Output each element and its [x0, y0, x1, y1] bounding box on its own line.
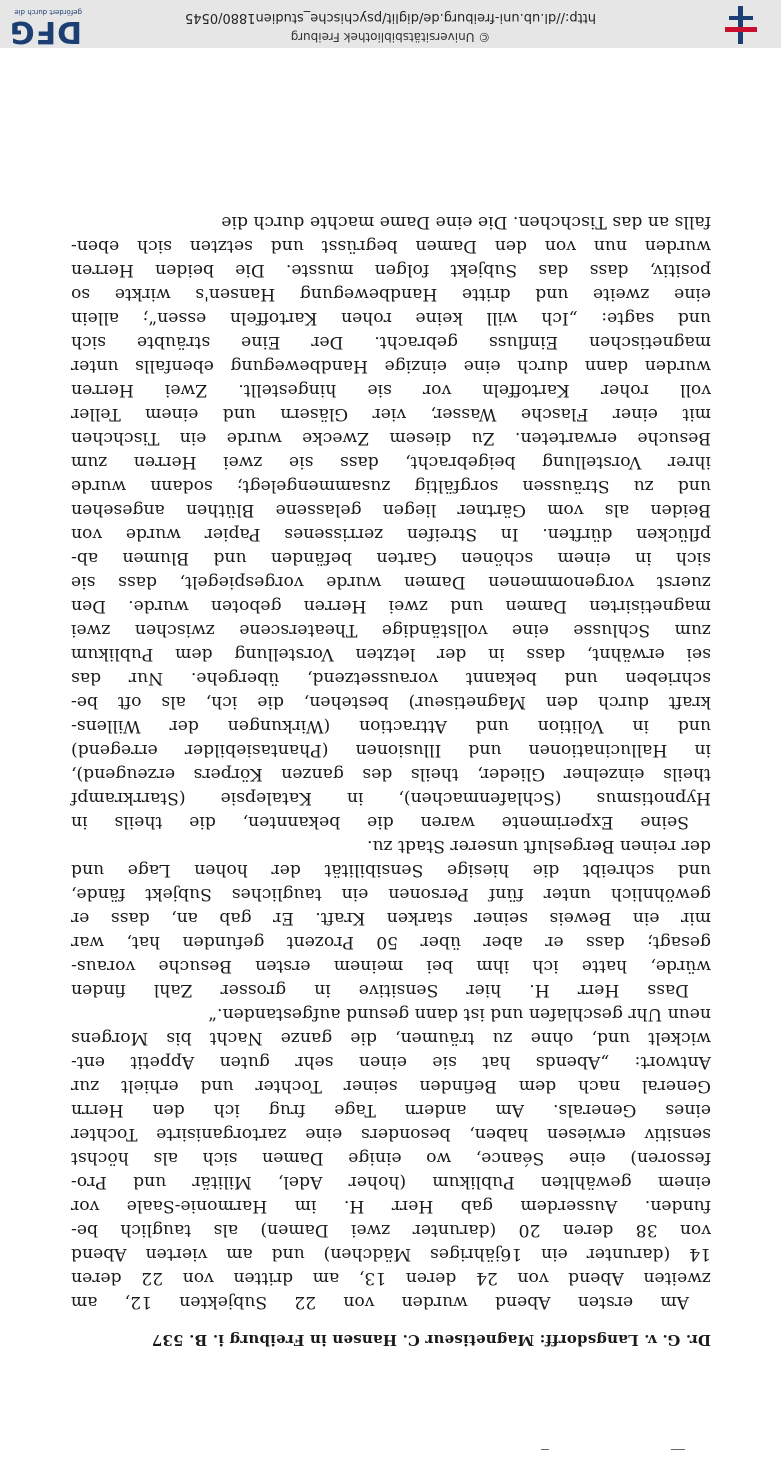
- permalink-url[interactable]: http://dl.ub.uni-freiburg.de/diglit/psychische_studien1880/0545: [184, 10, 597, 25]
- margin-mark: [671, 1449, 685, 1450]
- text-line: gesagt; dass er aber über 50 Prozent gefunden hat, war: [71, 932, 711, 952]
- text-line: wickelt und, ohne zu träumen, die ganze Nacht bis Morgens: [71, 1028, 711, 1048]
- text-line: eines Generals. Am andern Tage frug ich den Herrn: [71, 1100, 711, 1120]
- text-line: 14 (darunter ein 16jähriges Mädchen) und am vierten Abend: [71, 1244, 711, 1264]
- text-line: und zu Sträussen sorgfältig zusammengelegt; sodann wurde: [71, 476, 711, 496]
- text-line: schrieben und bekannt voraussetzend, übergehe. Nur das: [71, 668, 711, 688]
- text-line: zuerst vorgenommenen Damen wurde vorgespiegelt, dass sie: [71, 572, 711, 592]
- text-line: positiv, dass das Subjekt folgen musste. Die beiden Herren: [71, 260, 711, 280]
- text-line: theils einzelner Glieder, theils des ganzen Körpers erzeugend),: [71, 764, 711, 784]
- margin-mark: [541, 1449, 549, 1450]
- text-line: falls an das Tischchen. Die eine Dame machte durch die: [221, 212, 711, 232]
- text-line: der reinen Bergesluft unserer Stadt zu.: [367, 836, 711, 856]
- text-line: Besuche erwarteten. Zu diesem Zwecke wurde ein Tischchen: [71, 428, 711, 448]
- text-line: mir ein Beweis seiner starken Kraft. Er gab an, dass er: [71, 908, 711, 928]
- text-line: eine zweite und dritte Handbewegung Hansen's wirkte so: [71, 284, 711, 304]
- text-line: einem gewählten Publikum (hoher Adel, Militär und Pro-: [71, 1172, 711, 1192]
- text-line: funden. Ausserdem gab Herr H. im Harmonie-Saale vor: [71, 1196, 711, 1216]
- dfg-logo-subtitle: gefördert durch die: [14, 8, 82, 16]
- text-line: kraft durch den Magnetiseur) bestehen, die ich, als oft be-: [71, 692, 711, 712]
- text-line: wurden dann durch eine einzige Handbewegung ebenfalls unter: [71, 356, 711, 376]
- copyright-text: © Universitätsbibliothek Freiburg: [290, 30, 491, 44]
- running-header: Dr. G. v. Langsdorff: Magnetiseur C. Hansen in Freiburg i. B. 537: [151, 1331, 711, 1349]
- text-line: sei erwähnt, dass in der letzten Vorstellung dem Publikum: [71, 644, 711, 664]
- text-line: und sagte: „Ich will keine rohen Kartoffeln essen“; allein: [71, 308, 711, 328]
- viewer-footer-bar: [0, 0, 781, 48]
- text-line: in Hallucinationen und Illusionen (Phantasiebilder erregend): [71, 740, 711, 760]
- text-line: Am ersten Abend wurden von 22 Subjekten 12, am: [71, 1292, 689, 1312]
- text-line: mit einer Flasche Wasser, vier Gläsern und einem Teller: [71, 404, 711, 424]
- text-line: zweiten Abend von 24 deren 13, am dritten von 22 deren: [71, 1268, 711, 1288]
- text-line: gewöhnlich unter fünf Personen ein taugliches Subjekt fände,: [71, 884, 711, 904]
- body-text: [71, 210, 711, 1314]
- text-line: voll roher Kartoffeln vor sie hingestellt. Zwei Herren: [71, 380, 711, 400]
- text-line: Dass Herr H. hier Sensitive in grosser Zahl finden: [71, 980, 689, 1000]
- text-line: Beiden als vom Gärtner liegen gelassene Blüthen angesehen: [71, 500, 711, 520]
- dfg-logo[interactable]: [2, 6, 82, 49]
- text-line: ihrer Vorstellung beigebracht, dass sie zwei Herren zum: [71, 452, 711, 472]
- text-line: von 38 deren 20 (darunter zwei Damen) als tauglich be-: [71, 1220, 711, 1240]
- text-line: fessoren) eine Séance, wo einige Damen sich als höchst: [71, 1148, 711, 1168]
- text-line: würde, hatte ich ihm bei meinem ersten Besuche voraus-: [71, 956, 711, 976]
- text-line: wurden nun von den Damen begrüsst und setzten sich eben-: [71, 236, 711, 256]
- text-line: sensitiv erwiesen haben, besonders eine zartorganisirte Tochter: [71, 1124, 711, 1144]
- text-line: und schreibt die hiesige Sensibilität der hohen Lage und: [71, 860, 711, 880]
- text-line: Hypnotismus (Schlafenmachen), in Katalepsie (Starrkrampf: [71, 788, 711, 808]
- text-line: magnetischen Einfluss gebracht. Der Eine sträubte sich: [71, 332, 711, 352]
- text-line: pflücken dürften. In Streifen zerrissenes Papier wurde von: [71, 524, 711, 544]
- dfg-logo-text: DFG: [8, 14, 82, 49]
- text-line: magnetisirten Damen und zwei Herren geboten wurde. Den: [71, 596, 711, 616]
- text-line: zum Schlusse eine vollständige Theaterscene zwischen zwei: [71, 620, 711, 640]
- top-margin-marks: [0, 1434, 781, 1464]
- text-line: und in Volition und Attraction (Wirkungen der Willens-: [71, 716, 711, 736]
- text-line: neun Uhr geschlafen und ist dann gesund aufgestanden.“: [208, 1004, 711, 1024]
- text-line: Antwort: „Abends hat sie einen sehr guten Appetit ent-: [71, 1052, 711, 1072]
- text-line: Seine Experimente waren die bekannten, die theils in: [71, 812, 689, 832]
- text-line: General nach dem Befinden seiner Tochter und erhielt zur: [71, 1076, 711, 1096]
- text-line: sich in einem schönen Garten befänden und Blumen ab-: [71, 548, 711, 568]
